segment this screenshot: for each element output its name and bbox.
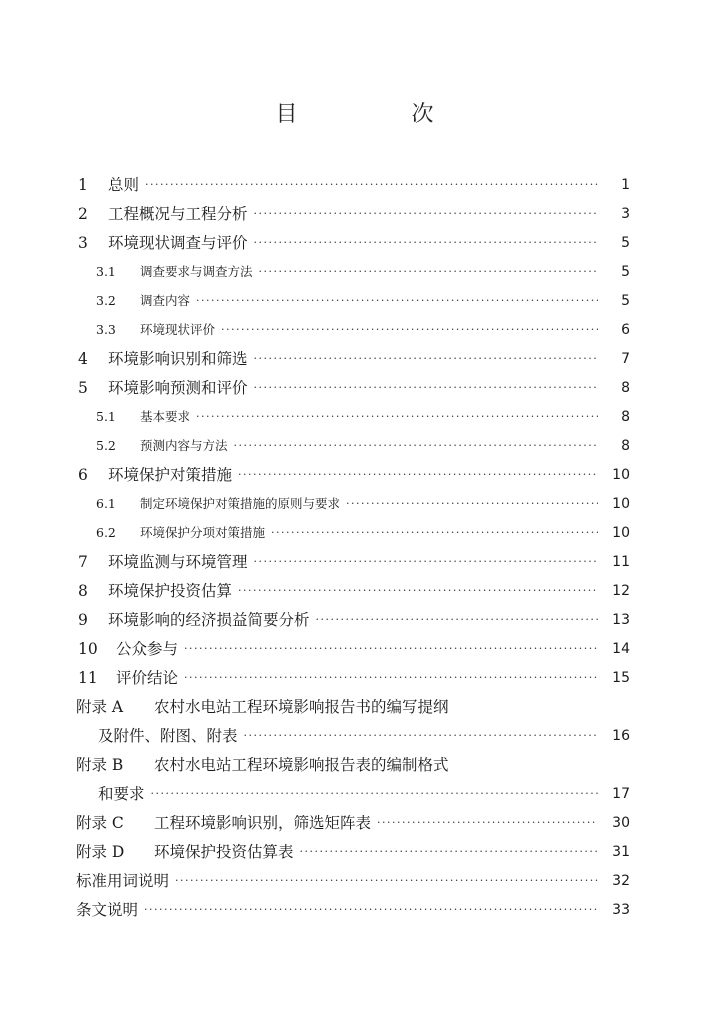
toc-entry-label: 调查内容: [140, 293, 191, 308]
toc-entry-number: 9: [78, 611, 88, 629]
toc-entry-number: 6.1: [96, 496, 116, 511]
toc-entry-page: 1: [621, 177, 630, 193]
toc-entry-continuation[interactable]: [78, 780, 630, 808]
toc-entry-page: 32: [612, 873, 630, 889]
toc-entry-label: 总则: [108, 176, 140, 194]
toc-entry-page: 5: [621, 264, 630, 280]
toc-entry-page: 11: [612, 554, 630, 570]
toc-entry-page: 10: [612, 496, 630, 512]
toc-entry[interactable]: [76, 809, 630, 837]
toc-entry-number: 3.1: [96, 264, 116, 279]
toc-entry-label: 环境保护投资估算: [108, 582, 233, 600]
toc-entry-label: 制定环境保护对策措施的原则与要求: [140, 496, 341, 511]
dot-leader: [151, 780, 598, 808]
toc-entry-page: 30: [612, 815, 630, 831]
toc-entry[interactable]: [78, 606, 630, 634]
toc-entry-label: 农村水电站工程环境影响报告书的编写提纲: [154, 698, 449, 716]
toc-entry[interactable]: [78, 577, 630, 605]
toc-entry[interactable]: [78, 403, 630, 431]
toc-entry-number: 1: [78, 176, 88, 194]
toc-entry-page: 10: [612, 467, 630, 483]
toc-entry[interactable]: [78, 345, 630, 373]
dot-leader: [377, 809, 598, 837]
toc-entry-label: 预测内容与方法: [140, 438, 228, 453]
dot-leader: [184, 664, 598, 692]
toc-entry-label: 环境保护对策措施: [108, 466, 233, 484]
toc-entry-number: 11: [78, 669, 98, 687]
toc-entry[interactable]: [76, 838, 630, 866]
toc-entry-page: 5: [621, 235, 630, 251]
toc-entry-number: 5: [78, 379, 88, 397]
toc-entry-page: 7: [621, 351, 630, 367]
toc-entry-number: 6.2: [96, 525, 116, 540]
dot-leader: [184, 635, 598, 663]
dot-leader: [300, 838, 598, 866]
dot-leader: [238, 577, 598, 605]
dot-leader: [144, 896, 598, 924]
toc-entry-page: 16: [612, 728, 630, 744]
toc-entry-page: 8: [621, 409, 630, 425]
toc-entry-number: 7: [78, 553, 88, 571]
toc-entry-number: 附录 D: [76, 843, 125, 861]
toc-entry-label: 环境影响预测和评价: [108, 379, 248, 397]
dot-leader: [346, 490, 598, 518]
toc-entry[interactable]: [78, 432, 630, 460]
toc-entry-number: 8: [78, 582, 88, 600]
dot-leader: [316, 606, 598, 634]
toc-entry-page: 5: [621, 293, 630, 309]
toc-entry-number: 3.3: [96, 322, 116, 337]
dot-leader: [196, 287, 598, 315]
toc-entry-page: 8: [621, 380, 630, 396]
toc-entry-page: 3: [621, 206, 630, 222]
toc-entry-page: 8: [621, 438, 630, 454]
toc-entry-page: 14: [612, 641, 630, 657]
toc-entry[interactable]: [78, 519, 630, 547]
toc-entry-label: 环境现状评价: [140, 322, 216, 337]
toc-entry-label: 标准用词说明: [76, 872, 170, 890]
toc-entry[interactable]: [76, 751, 636, 779]
toc-entry-number: 附录 C: [76, 814, 124, 832]
dot-leader: [175, 867, 598, 895]
toc-entry-page: 31: [612, 844, 630, 860]
toc-entry-number: 附录 A: [76, 698, 124, 716]
dot-leader: [234, 432, 598, 460]
toc-entry-label: 调查要求与调查方法: [140, 264, 253, 279]
toc-entry-number: 4: [78, 350, 88, 368]
toc-entry-label: 环境现状调查与评价: [108, 234, 248, 252]
toc-entry-page: 13: [612, 612, 630, 628]
dot-leader: [254, 345, 598, 373]
toc-entry[interactable]: [78, 490, 630, 518]
toc-entry-label: 环境保护投资估算表: [154, 843, 294, 861]
dot-leader: [145, 171, 598, 199]
toc-entry-label: 公众参与: [116, 640, 179, 658]
toc-entry-label: 环境监测与环境管理: [108, 553, 248, 571]
toc-entry-label: 及附件、附图、附表: [98, 727, 238, 745]
toc-entry-number: 5.1: [96, 409, 116, 424]
toc-entry-label: 评价结论: [116, 669, 179, 687]
toc-entry-page: 12: [612, 583, 630, 599]
toc-entry[interactable]: [76, 693, 636, 721]
toc-entry-number: 附录 B: [76, 756, 124, 774]
toc-entry[interactable]: [78, 200, 630, 228]
toc-entry[interactable]: [78, 635, 630, 663]
toc-entry[interactable]: [78, 171, 630, 199]
toc-entry-label: 基本要求: [140, 409, 191, 424]
toc-entry-page: 6: [621, 322, 630, 338]
toc-entry-label: 和要求: [98, 785, 145, 803]
dot-leader: [238, 461, 598, 489]
toc-entry[interactable]: [78, 664, 630, 692]
toc-entry[interactable]: [78, 548, 630, 576]
toc-entry[interactable]: [78, 316, 630, 344]
toc-entry[interactable]: [78, 258, 630, 286]
dot-leader: [254, 200, 598, 228]
dot-leader: [254, 548, 598, 576]
toc-entry[interactable]: [78, 374, 630, 402]
toc-entry[interactable]: [78, 287, 630, 315]
dot-leader: [254, 374, 598, 402]
toc-entry-number: 10: [78, 640, 98, 658]
toc-entry-number: 6: [78, 466, 88, 484]
toc-entry-label: 条文说明: [76, 901, 139, 919]
toc-entry-page: 33: [612, 902, 630, 918]
toc-entry[interactable]: [76, 867, 630, 895]
toc-entry[interactable]: [78, 461, 630, 489]
toc-entry-label: 工程环境影响识别，筛选矩阵表: [154, 814, 372, 832]
toc-entry-page: 17: [612, 786, 630, 802]
toc-entry-page: 10: [612, 525, 630, 541]
dot-leader: [221, 316, 598, 344]
page-title: 目 次: [275, 102, 480, 127]
dot-leader: [196, 403, 598, 431]
dot-leader: [244, 722, 598, 750]
dot-leader: [271, 519, 598, 547]
toc-entry-continuation[interactable]: [78, 722, 630, 750]
toc-entry-number: 3: [78, 234, 88, 252]
toc-entry-label: 农村水电站工程环境影响报告表的编制格式: [154, 756, 449, 774]
dot-leader: [259, 258, 598, 286]
toc-entry[interactable]: [78, 229, 630, 257]
toc-entry-number: 2: [78, 205, 88, 223]
toc-entry-number: 5.2: [96, 438, 116, 453]
toc-entry[interactable]: [76, 896, 630, 924]
toc-entry-number: 3.2: [96, 293, 116, 308]
toc-entry-page: 15: [612, 670, 630, 686]
toc-entry-label: 环境影响识别和筛选: [108, 350, 248, 368]
dot-leader: [254, 229, 598, 257]
toc-entry-label: 工程概况与工程分析: [108, 205, 248, 223]
toc-entry-label: 环境影响的经济损益简要分析: [108, 611, 310, 629]
toc-entry-label: 环境保护分项对策措施: [140, 525, 266, 540]
